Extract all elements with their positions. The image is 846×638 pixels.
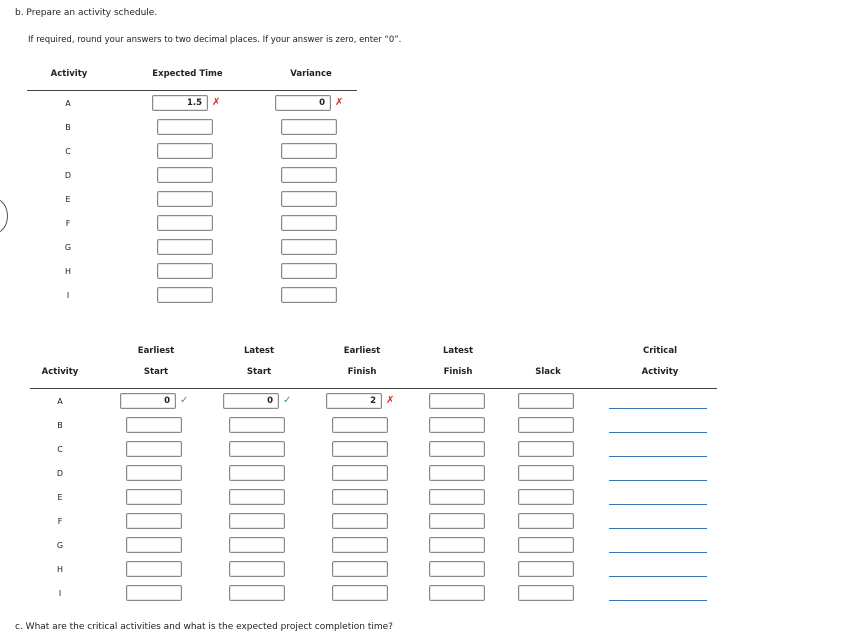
slack-input[interactable] — [518, 489, 574, 505]
t1-header-variance: Variance — [290, 69, 332, 79]
latest-finish-input[interactable] — [429, 585, 485, 601]
t2-header-critical-line2: Activity — [641, 367, 679, 377]
earliest-start-input[interactable] — [120, 393, 176, 409]
expected-time-input[interactable] — [157, 239, 213, 255]
expected-time-input[interactable] — [157, 119, 213, 135]
variance-input[interactable] — [281, 287, 337, 303]
expected-time-input[interactable] — [157, 143, 213, 159]
latest-start-mark-icon: ✓ — [283, 395, 292, 406]
earliest-start-input[interactable] — [126, 513, 182, 529]
earliest-finish-input[interactable] — [332, 585, 388, 601]
expected-time-input[interactable] — [152, 95, 208, 111]
expected-time-input[interactable] — [157, 263, 213, 279]
earliest-start-input[interactable] — [126, 417, 182, 433]
t2-row-label: B — [57, 421, 63, 430]
earliest-start-input[interactable] — [126, 561, 182, 577]
variance-input[interactable] — [281, 119, 337, 135]
earliest-start-input[interactable] — [126, 465, 182, 481]
t2-header-es-line1: Earliest — [137, 346, 175, 356]
part-b-heading: b. Prepare an activity schedule. — [15, 8, 158, 18]
t2-header-lf-line1: Latest — [442, 346, 474, 356]
expected-time-input[interactable] — [157, 287, 213, 303]
critical-activity-select[interactable] — [609, 469, 707, 481]
earliest-finish-input[interactable] — [332, 441, 388, 457]
variance-input[interactable] — [281, 215, 337, 231]
latest-start-input[interactable] — [229, 585, 285, 601]
t1-row-label: I — [66, 291, 70, 300]
slack-input[interactable] — [518, 585, 574, 601]
t2-header-ef-line2: Finish — [347, 367, 377, 377]
latest-start-input[interactable] — [229, 489, 285, 505]
critical-activity-select[interactable] — [609, 589, 707, 601]
slack-input[interactable] — [518, 537, 574, 553]
earliest-start-input[interactable] — [126, 441, 182, 457]
latest-finish-input[interactable] — [429, 513, 485, 529]
t2-header-critical-line1: Critical — [642, 346, 677, 356]
t2-row-label: D — [56, 469, 64, 478]
t1-row-label: A — [65, 99, 71, 108]
earliest-finish-input[interactable] — [332, 465, 388, 481]
earliest-finish-input[interactable] — [332, 561, 388, 577]
critical-activity-select[interactable] — [609, 445, 707, 457]
expected-time-input[interactable] — [157, 215, 213, 231]
instructions: If required, round your answers to two decimal places. If your answer is zero, enter “0”. — [28, 35, 402, 45]
t1-row-label: B — [65, 123, 71, 132]
latest-finish-input[interactable] — [429, 393, 485, 409]
t2-row-label: I — [58, 589, 62, 598]
variance-input[interactable] — [281, 167, 337, 183]
earliest-finish-input[interactable] — [332, 513, 388, 529]
critical-activity-select[interactable] — [609, 397, 707, 409]
latest-start-input[interactable] — [229, 537, 285, 553]
slack-input[interactable] — [518, 417, 574, 433]
critical-activity-select[interactable] — [609, 421, 707, 433]
t1-row-label: H — [64, 267, 71, 276]
latest-start-input[interactable] — [229, 417, 285, 433]
earliest-start-input[interactable] — [126, 489, 182, 505]
latest-finish-input[interactable] — [429, 465, 485, 481]
t2-row-label: F — [57, 517, 63, 526]
variance-input[interactable] — [281, 191, 337, 207]
latest-finish-input[interactable] — [429, 561, 485, 577]
latest-start-input[interactable] — [229, 513, 285, 529]
latest-finish-input[interactable] — [429, 537, 485, 553]
t2-header-slack: Slack — [535, 367, 561, 377]
variance-input[interactable] — [275, 95, 331, 111]
critical-activity-select[interactable] — [609, 541, 707, 553]
t1-row-label: G — [64, 243, 72, 252]
earliest-finish-input[interactable] — [332, 417, 388, 433]
t2-header-ls-line2: Start — [246, 367, 272, 377]
slack-input[interactable] — [518, 561, 574, 577]
critical-activity-select[interactable] — [609, 565, 707, 577]
latest-start-input[interactable] — [229, 561, 285, 577]
t1-header-expected-time: Expected Time — [152, 69, 223, 79]
t2-header-rule — [30, 388, 717, 389]
t2-header-lf-line2: Finish — [443, 367, 473, 377]
t2-row-label: H — [56, 565, 63, 574]
latest-start-input[interactable] — [229, 441, 285, 457]
t1-header-rule — [27, 90, 357, 91]
critical-activity-select[interactable] — [609, 493, 707, 505]
slack-input[interactable] — [518, 465, 574, 481]
part-c-heading: c. What are the critical activities and what is the expected project completion time? — [15, 622, 393, 632]
t2-header-activity: Activity — [41, 367, 79, 377]
variance-input[interactable] — [281, 263, 337, 279]
t1-header-activity: Activity — [50, 69, 88, 79]
latest-start-input[interactable] — [223, 393, 279, 409]
variance-input[interactable] — [281, 239, 337, 255]
expected-time-input[interactable] — [157, 191, 213, 207]
expected-time-input[interactable] — [157, 167, 213, 183]
earliest-finish-input[interactable] — [332, 489, 388, 505]
t1-row-label: E — [65, 195, 71, 204]
t2-header-ls-line1: Latest — [243, 346, 275, 356]
t1-row-label: F — [65, 219, 71, 228]
earliest-finish-input[interactable] — [326, 393, 382, 409]
latest-finish-input[interactable] — [429, 489, 485, 505]
slack-input[interactable] — [518, 441, 574, 457]
slack-input[interactable] — [518, 513, 574, 529]
variance-mark-icon: ✗ — [335, 97, 344, 108]
t2-header-es-line2: Start — [143, 367, 169, 377]
t2-row-label: E — [57, 493, 63, 502]
latest-start-input[interactable] — [229, 465, 285, 481]
t2-row-label: C — [57, 445, 63, 454]
earliest-start-input[interactable] — [126, 537, 182, 553]
latest-finish-input[interactable] — [429, 417, 485, 433]
critical-activity-select[interactable] — [609, 517, 707, 529]
t2-row-label: G — [56, 541, 64, 550]
expected-time-mark-icon: ✗ — [212, 97, 221, 108]
earliest-finish-mark-icon: ✗ — [386, 395, 395, 406]
t2-header-ef-line1: Earliest — [343, 346, 381, 356]
side-circle-icon — [0, 198, 8, 234]
variance-input[interactable] — [281, 143, 337, 159]
slack-input[interactable] — [518, 393, 574, 409]
earliest-start-input[interactable] — [126, 585, 182, 601]
t2-row-label: A — [57, 397, 63, 406]
t1-row-label: C — [65, 147, 71, 156]
t1-row-label: D — [64, 171, 72, 180]
earliest-finish-input[interactable] — [332, 537, 388, 553]
earliest-start-mark-icon: ✓ — [180, 395, 189, 406]
latest-finish-input[interactable] — [429, 441, 485, 457]
